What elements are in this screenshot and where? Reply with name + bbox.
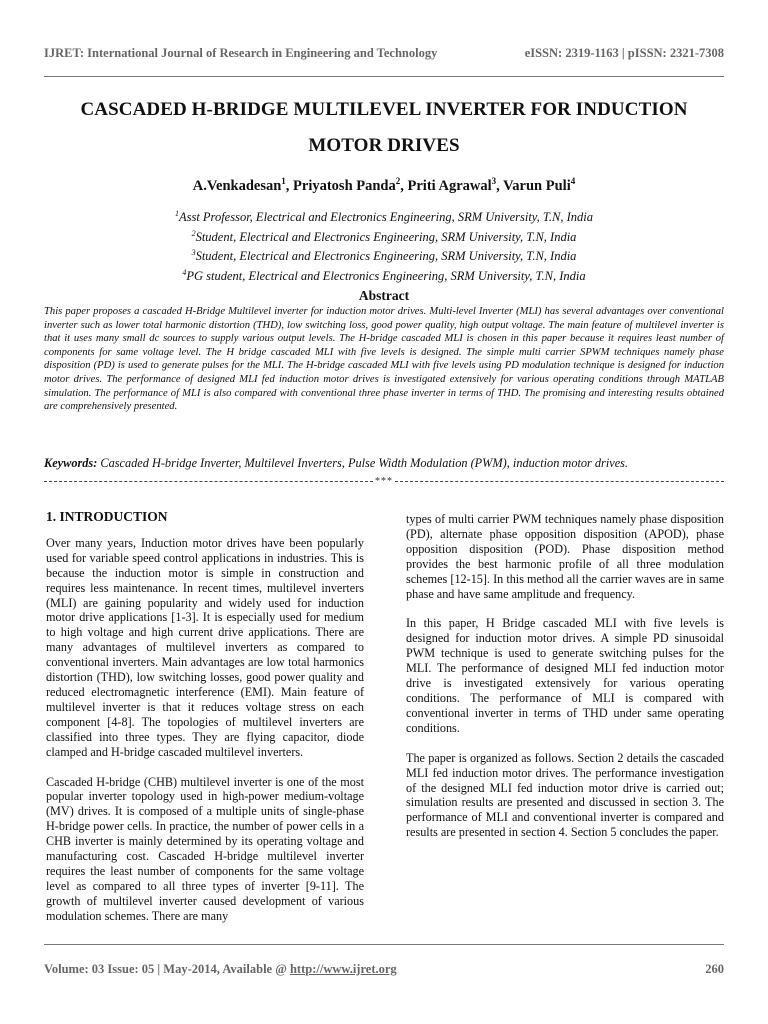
author: Varun Puli$^4$: [503, 176, 576, 194]
footer-divider: [44, 944, 724, 945]
section-separator: [44, 476, 724, 487]
journal-link[interactable]: http://www.ijret.org: [289, 962, 397, 976]
author: A.Venkadesan$^1$,: [192, 176, 294, 194]
paragraph: Cascaded H-bridge (CHB) multilevel inverter is one of the most popular inverter topology used in high-power medium-voltage (MV) drives. It is composed of a multiple units of single-phase H-bridge power cells. In practice, the number of power cells in a CHB inverter is mainly determined by its operating voltage and manufacturing cost. Cascaded H-bridge multilevel inverter requires the least number of components for the same voltage level as compared to all three types of inverter [9-11]. The growth of multilevel inverter caused development of various modulation schemes. There are many: [46, 774, 364, 923]
section-heading: 1. INTRODUCTION: [46, 509, 168, 524]
separator-stars: ***: [375, 476, 393, 487]
affiliation: $^1$Asst Professor, Electrical and Electronics Engineering, SRM University, T.N, India: [174, 209, 594, 225]
paper-title: [50, 92, 718, 164]
affiliation-list: [40, 206, 728, 285]
keywords-text: Cascaded H-bridge Inverter, Multilevel Inverters, Pulse Width Modulation (PWM), induction motor drives.: [100, 456, 629, 470]
abstract-body: This paper proposes a cascaded H-Bridge Multilevel inverter for induction motor drives. Multi-level Inverter (MLI) has several advantages over conventional inverter such as lower total harmonic distortion (THD), low switching loss, good power quality, high output voltage. The main feature of multilevel inverter is that it uses many small dc sources to supply various output levels. The H-bridge cascaded MLI is chosen in this paper because it requires least number of components for same voltage level. The H bridge cascaded MLI with five levels is designed. The simple multi carrier SPWM techniques namely phase disposition (PD) is used to generate pulses for the MLI. The H-bridge cascaded MLI with five levels using PD modulation technique is designed for induction motor drives. The performance of designed MLI fed induction motor drives is investigated extensively for various operating conditions through MATLAB simulation. The performance of MLI is also compared with conventional three phase inverter in terms of THD. The promising and interesting results obtained are comprehensively presented.: [44, 306, 724, 413]
paragraph: In this paper, H Bridge cascaded MLI with five levels is designed for induction motor drives. A simple PD sinusoidal PWM technique is used to generate switching pulses for the MLI. The performance of designed MLI fed induction motor drive is investigated extensively for various operating conditions. The performance of MLI is compared with conventional inverter in terms of THD under same operating conditions.: [406, 616, 724, 735]
abstract-heading: Abstract: [358, 288, 410, 303]
issn: eISSN: 2319-1163 | pISSN: 2321-7308: [524, 46, 724, 60]
paragraph: The paper is organized as follows. Section 2 details the cascaded MLI fed induction motor drives. The performance investigation of the designed MLI fed induction motor drive is carried out; simulation results are presented and discussed in section 3. The performance of MLI and conventional inverter is compared and results are presented in section 4. Section 5 concludes the paper.: [406, 750, 724, 840]
paper-title-line: CASCADED H-BRIDGE MULTILEVEL INVERTER FOR INDUCTION: [80, 99, 688, 120]
affiliation: $^4$PG student, Electrical and Electronics Engineering, SRM University, T.N, India: [182, 267, 586, 284]
paper-title-line: MOTOR DRIVES: [308, 135, 460, 156]
keywords: [44, 456, 724, 471]
header-divider: [44, 76, 724, 77]
author: Priyatosh Panda$^2$,: [293, 176, 408, 194]
affiliation: $^3$Student, Electrical and Electronics Engineering, SRM University, T.N, India: [191, 248, 577, 264]
keywords-label: Keywords:: [44, 456, 98, 470]
author-list: [40, 176, 728, 195]
page-header: [44, 46, 724, 61]
volume-info: Volume: 03 Issue: 05 | May-2014, Available @ http://www.ijret.org: [44, 962, 397, 976]
journal-name: IJRET: International Journal of Research in Engineering and Technology: [44, 46, 438, 60]
page-number: 260: [705, 962, 724, 976]
author: Priti Agrawal$^3$,: [407, 176, 504, 194]
left-column: [46, 510, 364, 939]
affiliation: $^2$Student, Electrical and Electronics Engineering, SRM University, T.N, India: [191, 228, 577, 244]
page-footer: [44, 962, 724, 977]
paragraph: Over many years, Induction motor drives have been popularly used for variable speed control applications in industries. This is because the induction motor is simple in construction and requires less maintenance. In recent times, multilevel inverters (MLI) are gaining popularity and widely used for induction motor drive applications [1-3]. It is especially used for medium to high voltage and high current drive applications. There are many advantages of multilevel inverters as compared to conventional inverters. Main advantages are low total harmonics distortion (THD), low switching losses, good power quality and reduced electromagnetic interference (EMI). Main feature of multilevel inverter is that it reduces voltage stress on each component [4-8]. The topologies of multilevel inverters are classified into three types. They are flying capacitor, diode clamped and H-bridge cascaded multilevel inverters.: [46, 535, 364, 759]
right-column: [406, 512, 724, 855]
paragraph: types of multi carrier PWM techniques namely phase disposition (PD), alternate phase opposition disposition (APOD), phase opposition disposition (POD). Phase disposition method provides the best harmonic profile of all three modulation schemes [12-15]. In this method all the carrier waves are in same phase and have same amplitude and frequency.: [406, 512, 724, 601]
